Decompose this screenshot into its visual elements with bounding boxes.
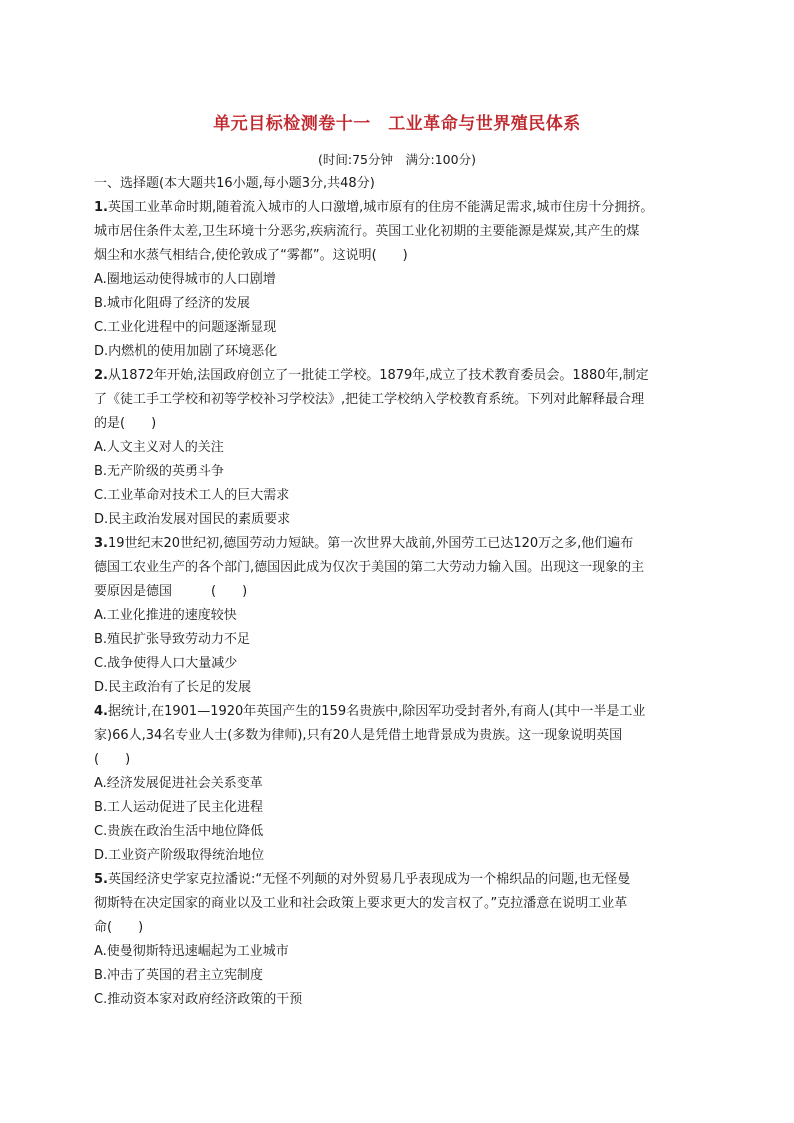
question-stem-line [94,724,714,748]
answer-option-C: C.贵族在政治生活中地位降低 [94,824,264,839]
question-stem-text: 19世纪末20世纪初,德国劳动力短缺。第一次世界大战前,外国劳工已达120万之多,他们遍布 [107,536,634,551]
question-stem-text: 命( ) [94,920,144,935]
question-stem-text: 城市居住条件太差,卫生环境十分恶劣,疾病流行。英国工业化初期的主要能源是煤炭,其产生的煤 [94,224,640,239]
question-stem-text: 彻斯特在决定国家的商业以及工业和社会政策上要求更大的发言权了。”克拉潘意在说明工业革 [94,896,628,911]
question-1 [94,196,714,364]
question-stem-text: 从1872年开始,法国政府创立了一批徒工学校。1879年,成立了技术教育委员会。1880年,制定 [107,368,649,383]
answer-option-B: B.城市化阻碍了经济的发展 [94,296,251,311]
answer-option-B: B.殖民扩张导致劳动力不足 [94,632,251,647]
question-stem-text: 英国经济史学家克拉潘说:“无怪不列颠的对外贸易几乎表现成为一个棉织品的问题,也无怪曼 [107,872,631,887]
question-list [94,196,714,1012]
question-stem-text: 德国工农业生产的各个部门,德国因此成为仅次于美国的第二大劳动力输入国。出现这一现象的主 [94,560,645,575]
answer-option-A: A.圈地运动使得城市的人口剧增 [94,272,276,287]
question-number: 2. [94,368,108,383]
answer-option-C: C.推动资本家对政府经济政策的干预 [94,992,303,1007]
question-2 [94,364,714,532]
answer-option-B: B.工人运动促进了民主化进程 [94,800,264,815]
answer-option-D: D.工业资产阶级取得统治地位 [94,848,265,863]
question-number: 5. [94,872,108,887]
exam-subtitle: (时间:75分钟 满分:100分) [318,152,476,167]
question-5 [94,868,714,1012]
answer-option-D: D.民主政治有了长足的发展 [94,680,252,695]
question-stem-line [94,700,714,724]
answer-option-D: D.内燃机的使用加剧了环境恶化 [94,344,278,359]
answer-option-C: C.工业革命对技术工人的巨大需求 [94,488,290,503]
answer-option-A: A.使曼彻斯特迅速崛起为工业城市 [94,944,289,959]
question-stem-line [94,388,714,412]
answer-option-A: A.经济发展促进社会关系变革 [94,776,263,791]
question-stem-text: 据统计,在1901—1920年英国产生的159名贵族中,除因军功受封者外,有商人(其中一半是工业 [107,704,646,719]
answer-option-D: D.民主政治发展对国民的素质要求 [94,512,291,527]
question-stem-text: 家)66人,34名专业人士(多数为律师),只有20人是凭借土地背景成为贵族。这一现象说明英国 [94,728,623,743]
question-stem-text: 英国工业革命时期,随着流入城市的人口激增,城市原有的住房不能满足需求,城市住房十分拥挤。 [107,200,654,215]
exam-title: 单元目标检测卷十一 工业革命与世界殖民体系 [213,114,581,134]
question-stem-line [94,364,714,388]
question-stem-line [94,892,714,916]
question-number: 1. [94,200,108,215]
exam-content [94,172,714,1012]
question-stem-text: 要原因是德国 ( ) [94,584,248,599]
answer-option-A: A.人文主义对人的关注 [94,440,224,455]
question-stem-line [94,580,714,604]
section-heading: 一、选择题(本大题共16小题,每小题3分,共48分) [94,176,375,191]
question-stem-text: ( ) [94,752,131,767]
answer-option-C: C.战争使得人口大量减少 [94,656,238,671]
question-stem-line [94,532,714,556]
answer-option-B: B.无产阶级的英勇斗争 [94,464,225,479]
answer-option-C: C.工业化进程中的问题逐渐显现 [94,320,277,335]
question-stem-line [94,556,714,580]
question-3 [94,532,714,700]
answer-option-B: B.冲击了英国的君主立宪制度 [94,968,264,983]
question-number: 4. [94,704,108,719]
question-stem-line [94,220,714,244]
question-stem-text: 的是( ) [94,416,157,431]
question-4 [94,700,714,868]
question-stem-line [94,244,714,268]
question-stem-text: 了《徒工手工学校和初等学校补习学校法》,把徒工学校纳入学校教育系统。下列对此解释最合理 [94,392,645,407]
answer-option-A: A.工业化推进的速度较快 [94,608,237,623]
question-stem-line [94,916,714,940]
question-stem-line [94,748,714,772]
question-stem-line [94,868,714,892]
question-number: 3. [94,536,108,551]
question-stem-line [94,412,714,436]
question-stem-text: 烟尘和水蒸气相结合,使伦敦成了“雾都”。这说明( ) [94,248,408,263]
question-stem-line [94,196,714,220]
